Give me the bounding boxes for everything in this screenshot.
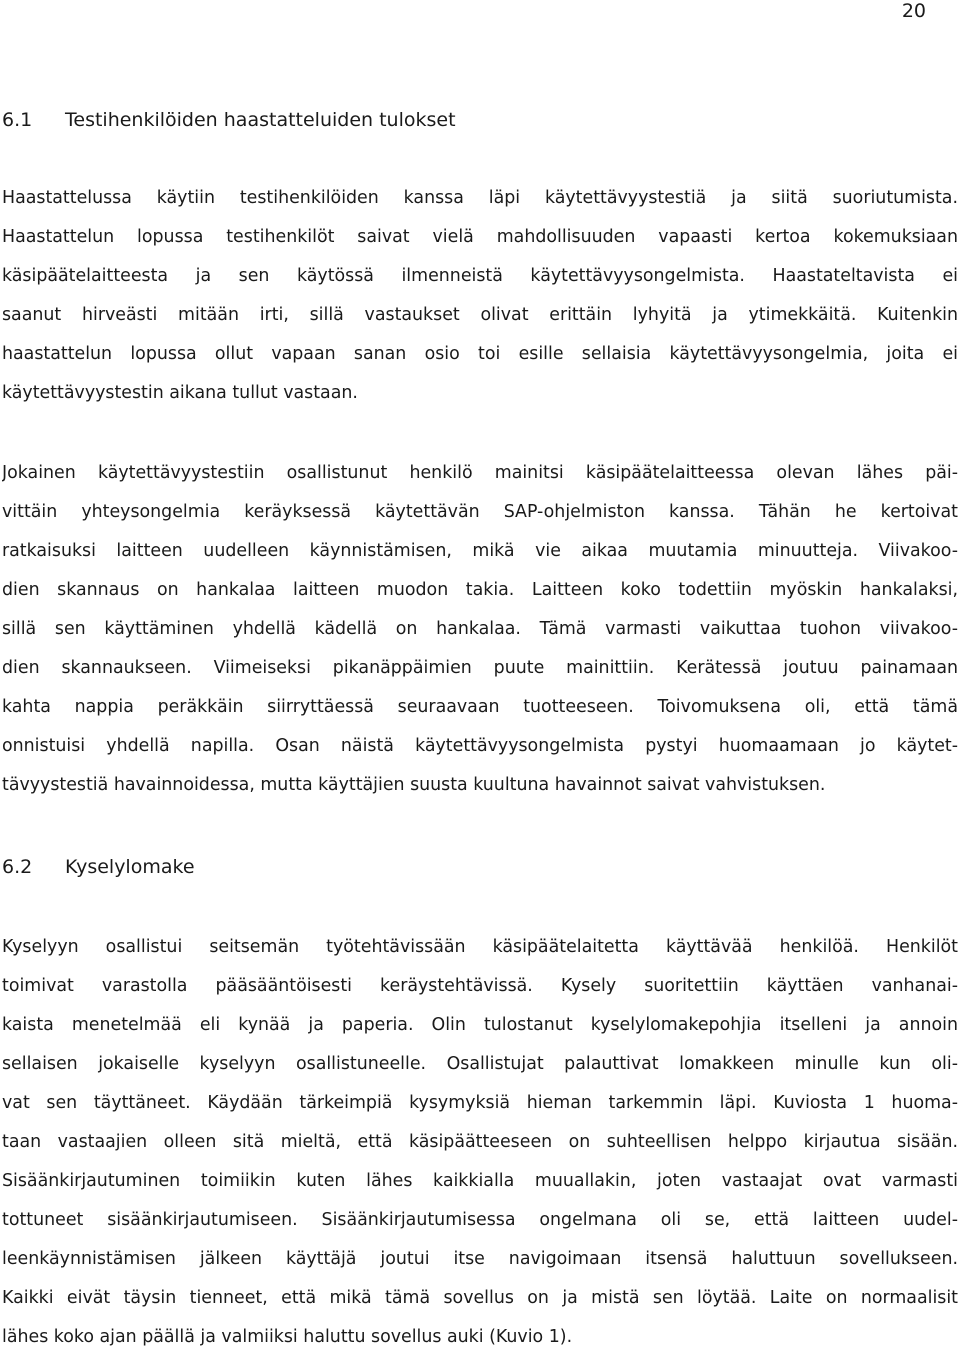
- section-title: Kyselylomake: [65, 856, 195, 878]
- paragraph-line: lähes koko ajan päällä ja valmiiksi haluttu sovellus auki (Kuvio 1).: [2, 1327, 573, 1347]
- paragraph-line: onnistuisi yhdellä napilla. Osan näistä käytettävyysongelmista pystyi huomaamaan jo käytet-: [2, 736, 958, 756]
- paragraph-line: Kaikki eivät täysin tienneet, että mikä tämä sovellus on ja mistä sen löytää. Laite on normaalisit: [2, 1288, 958, 1308]
- paragraph-line: Sisäänkirjautuminen toimiikin kuten lähes kaikkialla muuallakin, joten vastaajat ovat varmasti: [2, 1171, 958, 1191]
- paragraph-line: vat sen täyttäneet. Käydään tärkeimpiä kysymyksiä hieman tarkemmin läpi. Kuviosta 1 huoma-: [2, 1093, 958, 1113]
- paragraph-line: Kyselyyn osallistui seitsemän työtehtävissään käsipäätelaitetta käyttävää henkilöä. Henkilöt: [2, 937, 958, 957]
- paragraph-line: Haastattelussa käytiin testihenkilöiden kanssa läpi käytettävyystestiä ja siitä suoriutumista.: [2, 188, 958, 208]
- page-number: 20: [901, 0, 926, 22]
- section-heading-6-2: [2, 855, 195, 879]
- paragraph-line: ratkaisuksi laitteen uudelleen käynnistämisen, mikä vie aikaa muutamia minuutteja. Viivakoo-: [2, 541, 958, 561]
- paragraph-line: dien skannaus on hankalaa laitteen muodon takia. Laitteen koko todettiin myöskin hankalaksi,: [2, 580, 958, 600]
- paragraph-line: tottuneet sisäänkirjautumiseen. Sisäänkirjautumisessa ongelmana oli se, että laitteen uudel-: [2, 1210, 958, 1230]
- paragraph-line: tävyystestiä havainnoidessa, mutta käyttäjien suusta kuultuna havainnot saivat vahvistuksen.: [2, 775, 826, 795]
- paragraph-line: sellaisen jokaiselle kyselyyn osallistuneelle. Osallistujat palauttivat lomakkeen minulle kun oli-: [2, 1054, 958, 1074]
- paragraph-line: toimivat varastolla pääsääntöisesti keräystehtävissä. Kysely suoritettiin käyttäen vanhanai-: [2, 976, 958, 996]
- paragraph-line: Jokainen käytettävyystestiin osallistunut henkilö mainitsi käsipäätelaitteessa olevan lähes päi-: [2, 463, 958, 483]
- paragraph-line: saanut hirveästi mitään irti, sillä vastaukset olivat erittäin lyhyitä ja ytimekkäitä. Kuitenkin: [2, 305, 958, 325]
- paragraph-survey: [2, 928, 958, 1357]
- paragraph-line: vittäin yhteysongelmia keräyksessä käytettävän SAP-ohjelmiston kanssa. Tähän he kertoivat: [2, 502, 958, 522]
- paragraph-line: sillä sen käyttäminen yhdellä kädellä on hankalaa. Tämä varmasti vaikuttaa tuohon viivakoo-: [2, 619, 958, 639]
- paragraph-line: käsipäätelaitteesta ja sen käytössä ilmenneistä käytettävyysongelmista. Haastateltavista ei: [2, 266, 958, 286]
- section-number: 6.2: [2, 856, 33, 878]
- paragraph-line: dien skannaukseen. Viimeiseksi pikanäppäimien puute mainittiin. Kerätessä joutuu painamaan: [2, 658, 958, 678]
- paragraph-line: kaista menetelmää eli kynää ja paperia. Olin tulostanut kyselylomakepohjia itselleni ja annoin: [2, 1015, 958, 1035]
- paragraph-line: käytettävyystestin aikana tullut vastaan.: [2, 383, 358, 403]
- section-number: 6.1: [2, 109, 33, 131]
- section-heading-6-1: [2, 108, 456, 132]
- section-title: Testihenkilöiden haastatteluiden tulokset: [65, 109, 456, 131]
- paragraph-line: taan vastaajien olleen sitä mieltä, että käsipäätteeseen on suhteellisen helppo kirjautua sisään.: [2, 1132, 958, 1152]
- paragraph-interview-findings: [2, 454, 958, 805]
- paragraph-line: haastattelun lopussa ollut vapaan sanan osio toi esille sellaisia käytettävyysongelmia, joita ei: [2, 344, 958, 364]
- paragraph-line: leenkäynnistämisen jälkeen käyttäjä joutui itse navigoimaan itsensä haluttuun sovellukseen.: [2, 1249, 958, 1269]
- paragraph-interview-intro: [2, 179, 958, 413]
- paragraph-line: kahta nappia peräkkäin siirryttäessä seuraavaan tuotteeseen. Toivomuksena oli, että tämä: [2, 697, 958, 717]
- paragraph-line: Haastattelun lopussa testihenkilöt saivat vielä mahdollisuuden vapaasti kertoa kokemuksiaan: [2, 227, 958, 247]
